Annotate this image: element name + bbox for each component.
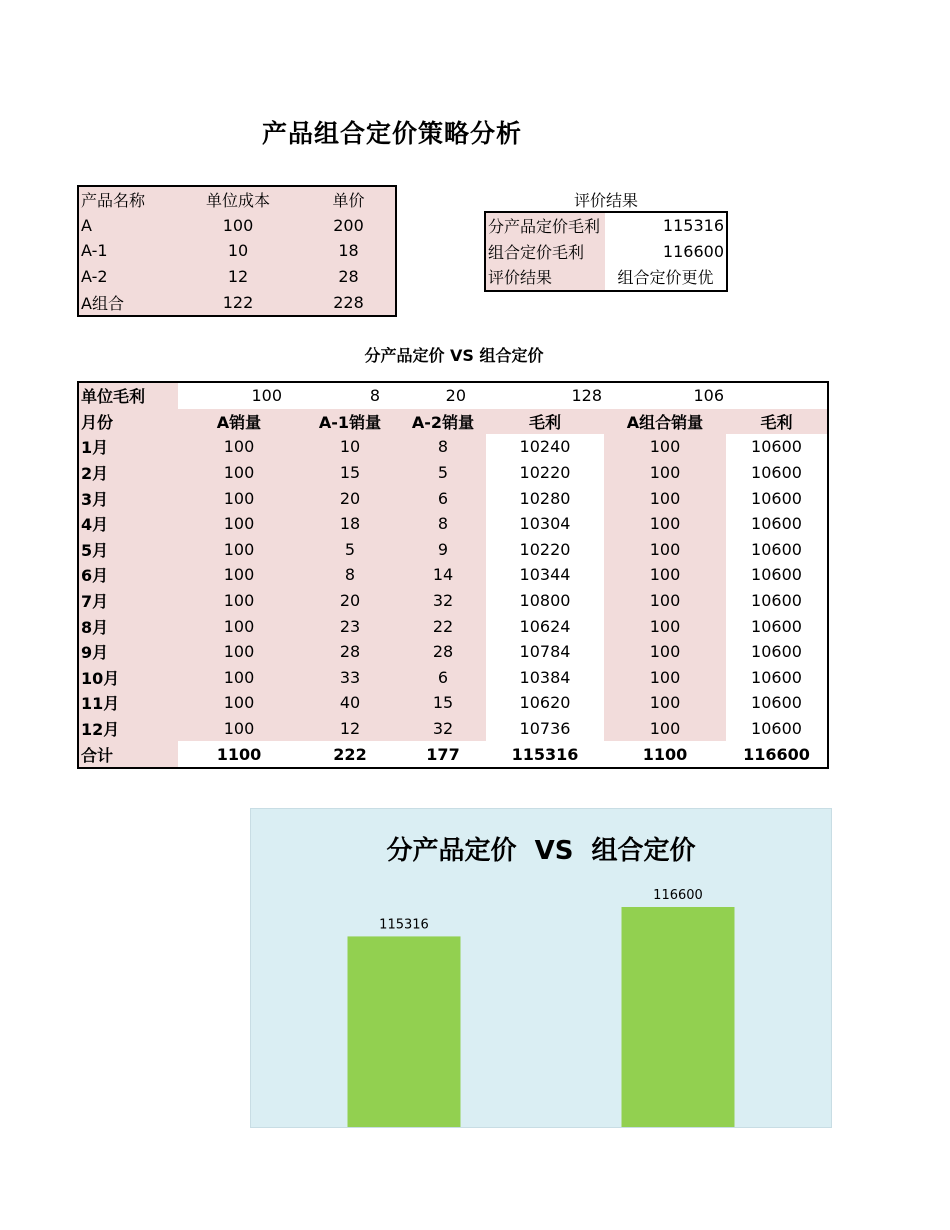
cell: 100 bbox=[604, 485, 726, 511]
month-cell: 合计 bbox=[78, 741, 178, 768]
cell: 100 bbox=[604, 716, 726, 742]
cell: 100 bbox=[178, 639, 300, 665]
cell: 分产品定价毛利 bbox=[485, 212, 605, 239]
table-row bbox=[78, 511, 828, 537]
cell: 32 bbox=[400, 588, 486, 614]
month-cell: 9月 bbox=[78, 639, 178, 665]
cell: 100 bbox=[178, 460, 300, 486]
table-row bbox=[78, 613, 828, 639]
cell: 33 bbox=[300, 665, 400, 691]
page-title: 产品组合定价策略分析 bbox=[262, 119, 523, 148]
table-row bbox=[78, 264, 396, 290]
cell: 100 bbox=[178, 716, 300, 742]
cell: 100 bbox=[178, 665, 300, 691]
cell: A bbox=[81, 215, 92, 235]
cell: 100 bbox=[604, 434, 726, 460]
table-row bbox=[78, 588, 828, 614]
cell: 10784 bbox=[519, 642, 571, 662]
cell: 100 bbox=[178, 434, 300, 460]
month-cell: 4月 bbox=[78, 511, 178, 537]
cell: 100 bbox=[178, 690, 300, 716]
cell: 10384 bbox=[519, 667, 571, 687]
month-cell: 8月 bbox=[78, 613, 178, 639]
cell: 100 bbox=[178, 511, 300, 537]
cell: 32 bbox=[400, 716, 486, 742]
table-row bbox=[78, 460, 828, 486]
cell: 10600 bbox=[751, 437, 802, 457]
month-cell: 11月 bbox=[78, 690, 178, 716]
cell: 1100 bbox=[216, 744, 262, 764]
cell: 10600 bbox=[751, 565, 802, 585]
cell: 177 bbox=[426, 744, 460, 764]
header-a-sales: A销量 bbox=[216, 412, 262, 432]
cell: 10 bbox=[227, 241, 249, 261]
month-cell: 2月 bbox=[78, 460, 178, 486]
table-row bbox=[485, 264, 727, 291]
cell: 20 bbox=[300, 485, 400, 511]
cell: 100 bbox=[604, 511, 726, 537]
cell: 组合定价毛利 bbox=[485, 239, 605, 265]
cell: 100 bbox=[604, 460, 726, 486]
cell: 100 bbox=[604, 613, 726, 639]
month-cell: 12月 bbox=[78, 716, 178, 742]
chart-bar bbox=[622, 907, 735, 1127]
cell: 10220 bbox=[519, 463, 571, 483]
table-row bbox=[78, 690, 828, 716]
table-row bbox=[78, 562, 828, 588]
cell: 8 bbox=[400, 434, 486, 460]
cell: 组合定价更优 bbox=[617, 268, 714, 288]
cell: A组合 bbox=[81, 293, 124, 313]
cell: 128 bbox=[571, 386, 602, 406]
cell: 115316 bbox=[662, 216, 724, 236]
cell: 20 bbox=[445, 386, 466, 406]
cell: 100 bbox=[222, 215, 254, 235]
table-row bbox=[78, 639, 828, 665]
cell: 100 bbox=[604, 690, 726, 716]
cell: 10600 bbox=[751, 463, 802, 483]
cell: 100 bbox=[178, 588, 300, 614]
cell: 100 bbox=[604, 562, 726, 588]
cell: 10600 bbox=[751, 693, 802, 713]
cell: 10600 bbox=[751, 719, 802, 739]
cell: 100 bbox=[251, 386, 282, 406]
cell: 10600 bbox=[751, 642, 802, 662]
header-combo-margin: 毛利 bbox=[760, 412, 793, 432]
cell: 100 bbox=[604, 537, 726, 563]
unit-margin-label: 单位毛利 bbox=[78, 382, 178, 409]
chart-bar bbox=[348, 936, 461, 1127]
unit-margin-row bbox=[78, 382, 828, 409]
cell: 15 bbox=[300, 460, 400, 486]
cell: 100 bbox=[178, 562, 300, 588]
cell: 10600 bbox=[751, 591, 802, 611]
cell: 10220 bbox=[519, 539, 571, 559]
cell: 20 bbox=[300, 588, 400, 614]
table-row bbox=[78, 716, 828, 742]
header-a1-sales: A-1销量 bbox=[318, 412, 382, 432]
cell: 10304 bbox=[519, 514, 571, 534]
cell: 40 bbox=[300, 690, 400, 716]
cell: 115316 bbox=[511, 744, 579, 764]
header-product-name: 产品名称 bbox=[81, 191, 146, 211]
cell: 评价结果 bbox=[485, 264, 605, 291]
cell bbox=[726, 382, 828, 409]
cell: A-2 bbox=[81, 267, 108, 287]
cell: 10600 bbox=[751, 539, 802, 559]
cell: 10600 bbox=[751, 667, 802, 687]
cell: 10624 bbox=[519, 616, 571, 636]
header-month: 月份 bbox=[81, 412, 114, 432]
cell: 18 bbox=[338, 241, 359, 261]
cell: 10736 bbox=[519, 719, 571, 739]
table-row bbox=[78, 213, 396, 239]
cell: 8 bbox=[369, 386, 380, 406]
cell: 8 bbox=[300, 562, 400, 588]
total-row bbox=[78, 741, 828, 768]
table-row bbox=[485, 239, 727, 265]
table-row bbox=[78, 238, 396, 264]
cell: 10600 bbox=[751, 514, 802, 534]
cell: 100 bbox=[178, 537, 300, 563]
chart-data-label: 115316 bbox=[379, 917, 429, 933]
cell: 10600 bbox=[751, 488, 802, 508]
header-margin: 毛利 bbox=[528, 412, 561, 432]
cell: 18 bbox=[300, 511, 400, 537]
product-cost-table bbox=[77, 185, 397, 317]
comparison-title: 分产品定价 VS 组合定价 bbox=[364, 346, 544, 365]
chart-panel bbox=[250, 808, 832, 1128]
comparison-body bbox=[78, 382, 828, 768]
cell: 28 bbox=[300, 639, 400, 665]
cell: 5 bbox=[300, 537, 400, 563]
table-row bbox=[78, 537, 828, 563]
cell: 28 bbox=[338, 267, 359, 287]
cell: 6 bbox=[400, 485, 486, 511]
cell: 10 bbox=[300, 434, 400, 460]
cell: 200 bbox=[333, 215, 364, 235]
table-row bbox=[78, 289, 396, 316]
cell: 10240 bbox=[519, 437, 571, 457]
cell: 10620 bbox=[519, 693, 571, 713]
month-cell: 7月 bbox=[78, 588, 178, 614]
cell: 100 bbox=[178, 613, 300, 639]
cell: 8 bbox=[400, 511, 486, 537]
cell: 222 bbox=[333, 744, 367, 764]
header-unit-price: 单价 bbox=[332, 191, 365, 211]
cell: 12 bbox=[300, 716, 400, 742]
cell: 28 bbox=[400, 639, 486, 665]
comparison-table bbox=[77, 381, 829, 769]
header-combo-sales: A组合销量 bbox=[626, 412, 704, 432]
cell: 14 bbox=[400, 562, 486, 588]
cell: 5 bbox=[400, 460, 486, 486]
evaluation-title: 评价结果 bbox=[573, 191, 638, 210]
cell: 10280 bbox=[519, 488, 571, 508]
cell: 1100 bbox=[642, 744, 688, 764]
cell: 10344 bbox=[519, 565, 571, 585]
cell: 10800 bbox=[519, 591, 571, 611]
month-cell: 5月 bbox=[78, 537, 178, 563]
month-cell: 3月 bbox=[78, 485, 178, 511]
cell: 12 bbox=[227, 267, 249, 287]
month-cell: 1月 bbox=[78, 434, 178, 460]
table-row bbox=[78, 485, 828, 511]
cell: 100 bbox=[604, 639, 726, 665]
header-a2-sales: A-2销量 bbox=[411, 412, 475, 432]
cell: A-1 bbox=[81, 241, 108, 261]
cell: 100 bbox=[604, 665, 726, 691]
chart-title: 分产品定价 VS 组合定价 bbox=[386, 836, 696, 866]
cell: 228 bbox=[333, 292, 364, 312]
table-row bbox=[78, 434, 828, 460]
table-row bbox=[485, 212, 727, 239]
month-cell: 10月 bbox=[78, 665, 178, 691]
table-row bbox=[78, 665, 828, 691]
chart-data-label: 116600 bbox=[653, 888, 703, 903]
cell: 10600 bbox=[751, 616, 802, 636]
evaluation-table bbox=[484, 211, 728, 292]
table-header-row bbox=[78, 409, 828, 435]
cell: 9 bbox=[400, 537, 486, 563]
cell: 23 bbox=[300, 613, 400, 639]
cell: 116600 bbox=[662, 241, 724, 261]
bar-chart bbox=[251, 809, 831, 1127]
cell: 100 bbox=[604, 588, 726, 614]
cell: 122 bbox=[222, 292, 254, 312]
table-header-row bbox=[78, 186, 396, 213]
header-unit-cost: 单位成本 bbox=[205, 191, 270, 211]
cell: 22 bbox=[400, 613, 486, 639]
cell: 6 bbox=[400, 665, 486, 691]
month-cell: 6月 bbox=[78, 562, 178, 588]
cell: 100 bbox=[178, 485, 300, 511]
cell: 15 bbox=[400, 690, 486, 716]
cell: 116600 bbox=[743, 744, 810, 764]
cell: 106 bbox=[693, 386, 724, 406]
